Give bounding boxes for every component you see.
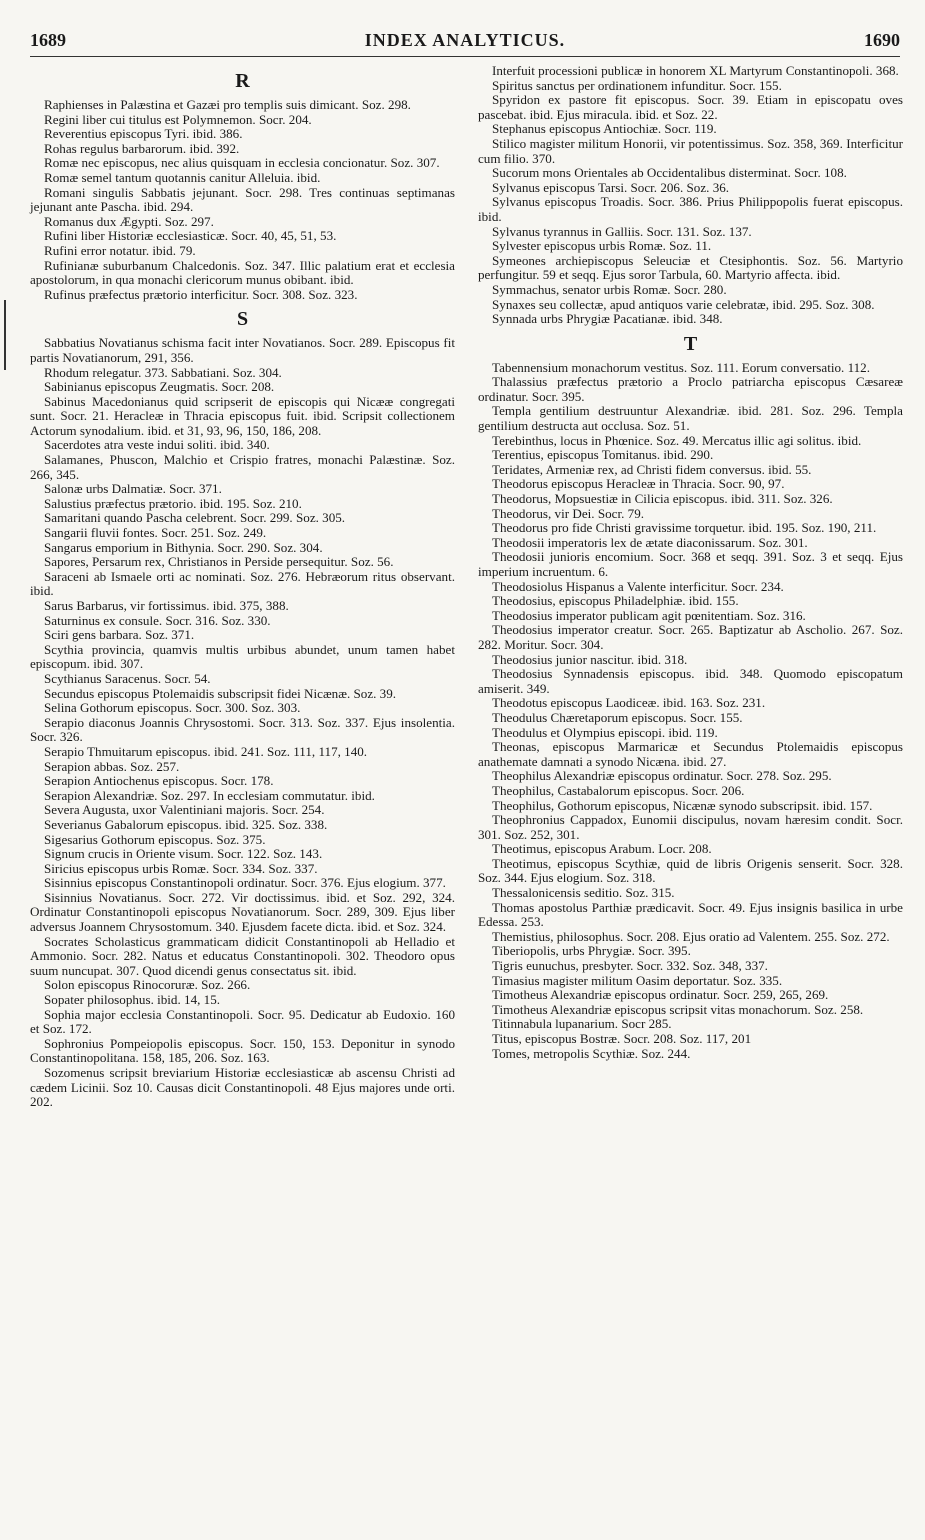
index-entry: Theodosius, episcopus Philadelphiæ. ibid. 155. (492, 593, 739, 609)
index-entry: Theodosius imperator publicam agit pœnitentiam. Soz. 316. (492, 607, 806, 623)
index-entry: Salustius præfectus prætorio. ibid. 195. Soz. 210. (44, 495, 302, 511)
index-entry: Sapores, Persarum rex, Christianos in Perside persequitur. Soz. 56. (44, 554, 394, 570)
index-entry: Siricius episcopus urbis Romæ. Socr. 334. Soz. 337. (44, 860, 318, 876)
index-entry: Saraceni ab Ismaele orti ac nominati. Soz. 276. Hebræorum ritus observant. ibid. (30, 568, 455, 599)
index-entry: Sabinianus episcopus Zeugmatis. Socr. 208. (44, 379, 275, 395)
index-entry: Sylvester episcopus urbis Romæ. Soz. 11. (492, 238, 712, 254)
index-entry: Secundus episcopus Ptolemaidis subscripsit fidei Nicænæ. Soz. 39. (44, 685, 397, 701)
index-entry: Theodosii imperatoris lex de ætate diaconissarum. Soz. 301. (492, 534, 808, 550)
index-entry: Templa gentilium destruuntur Alexandriæ. ibid. 281. Soz. 296. Templa gentilium destructa aut occlusa. Soz. 51. (478, 403, 903, 434)
index-entry: Sabbatius Novatianus schisma facit inter Novatianos. Socr. 289. Episcopus fit partis Novatianorum, 291, 356. (30, 335, 455, 365)
index-entry: Titus, episcopus Bostræ. Socr. 208. Soz. 117, 201 (492, 1031, 752, 1046)
index-entry: Theodosius imperator creatur. Socr. 265. Baptizatur ab Ascholio. 267. Soz. 282. Moritur. Socr. 304. (478, 622, 903, 652)
index-entry: Terebinthus, locus in Phœnice. Soz. 49. Mercatus illic agi solitus. ibid. (492, 432, 862, 448)
index-entry: Theonas, episcopus Marmaricæ et Secundus Ptolemaidis episcopus anathemate damnati a synodo Nicæna. ibid. 27. (478, 739, 903, 769)
index-entry: Sarus Barbarus, vir fortissimus. ibid. 375, 388. (44, 598, 289, 613)
index-entry: Sisinnius episcopus Constantinopoli ordinatur. Socr. 376. Ejus elogium. 377. (44, 875, 446, 891)
s-entries-continued (478, 64, 903, 327)
index-entry: Theophilus, Castabalorum episcopus. Socr. 206. (492, 782, 745, 798)
index-entry: Terentius, episcopus Tomitanus. ibid. 290. (492, 447, 714, 463)
page-number-left: 1689 (30, 30, 66, 50)
index-entry: Interfuit processioni publicæ in honorem XL Martyrum Constantinopoli. 368. (492, 63, 899, 78)
index-entry: Theophronius Cappadox, Eunomii discipulus, novam hæresim condit. Socr. 301. Soz. 252, 301. (478, 812, 903, 842)
index-entry: Theodorus, Mopsuestiæ in Cilicia episcopus. ibid. 311. Soz. 326. (492, 491, 833, 507)
index-entry: Salamanes, Phuscon, Malchio et Crispio fratres, monachi Palæstinæ. Soz. 266, 345. (30, 452, 455, 482)
index-entry: Signum crucis in Oriente visum. Socr. 122. Soz. 143. (44, 846, 323, 862)
index-entry: Serapion Alexandriæ. Soz. 297. In ecclesiam commutatur. ibid. (44, 787, 375, 803)
index-entry: Rufini error notatur. ibid. 79. (44, 242, 196, 258)
index-entry: Severa Augusta, uxor Valentiniani majoris. Socr. 254. (44, 802, 325, 818)
index-entry: Timotheus Alexandriæ episcopus ordinatur. Socr. 259, 265, 269. (492, 987, 829, 1003)
index-entry: Thomas apostolus Parthiæ prædicavit. Socr. 49. Ejus insignis basilica in urbe Edessa. 253. (478, 899, 903, 930)
index-entry: Theodorus episcopus Heracleæ in Thracia. Socr. 90, 97. (492, 476, 785, 492)
index-entry: Themistius, philosophus. Socr. 208. Ejus oratio ad Valentem. 255. Soz. 272. (492, 928, 890, 944)
index-entry: Saturninus ex consule. Socr. 316. Soz. 330. (44, 612, 271, 628)
index-entry: Theodulus et Olympius episcopi. ibid. 119. (492, 724, 718, 740)
index-entry: Romanus dux Ægypti. Soz. 297. (44, 213, 214, 229)
index-entry: Thessalonicensis seditio. Soz. 315. (492, 885, 675, 901)
index-entry: Serapio diaconus Joannis Chrysostomi. Socr. 313. Soz. 337. Ejus insolentia. Socr. 326. (30, 714, 455, 745)
index-entry: Tabennensium monachorum vestitus. Soz. 111. Eorum conversatio. 112. (492, 359, 871, 375)
index-entry: Solon episcopus Rinocoruræ. Soz. 266. (44, 977, 251, 993)
index-entry: Sabinus Macedonianus quid scripserit de episcopis qui Nicææ congregati sunt. Socr. 21. Heracleæ in Thracia episcopus fuit. ibid. Scripsit collectionem Actorum synodalium. ibid. et 31, 93, 96, 150, 186, 208. (30, 393, 455, 438)
index-entry: Sciri gens barbara. Soz. 371. (44, 627, 195, 643)
right-column (478, 64, 903, 1061)
running-title: INDEX ANALYTICUS. (364, 30, 566, 50)
index-entry: Raphienses in Palæstina et Gazæi pro templis suis dimicant. Soz. 298. (44, 97, 411, 112)
page-header (30, 30, 900, 56)
index-entry: Spiritus sanctus per ordinationem infunditur. Socr. 155. (492, 77, 782, 93)
index-entry: Theodulus Chæretaporum episcopus. Socr. 155. (492, 709, 743, 725)
index-entry: Sylvanus tyrannus in Galliis. Socr. 131. Soz. 137. (492, 223, 752, 239)
index-entry: Sozomenus scripsit breviarium Historiæ ecclesiasticæ ab ascensu Christi ad cædem Licinii. Soz 10. Causas dicit Constantinopoli. 48 Ejus majores unde orti. 202. (30, 1065, 455, 1110)
index-entry: Sylvanus episcopus Tarsi. Socr. 206. Soz. 36. (492, 179, 730, 195)
header-rule (30, 56, 900, 57)
index-entry: Scythianus Saracenus. Socr. 54. (44, 670, 211, 686)
section-heading-r: R (235, 70, 250, 92)
index-entry: Spyridon ex pastore fit episcopus. Socr. 39. Etiam in episcopatu oves pascebat. ibid. Ejus miracula. ibid. et Soz. 22. (478, 92, 903, 122)
index-entry: Rufinus præfectus prætorio interficitur. Socr. 308. Soz. 323. (44, 286, 358, 302)
index-entry: Rohas regulus barbarorum. ibid. 392. (44, 140, 240, 156)
s-entries (30, 336, 455, 1109)
index-entry: Sucorum mons Orientales ab Occidentalibus disterminat. Socr. 108. (492, 165, 847, 181)
index-entry: Sylvanus episcopus Troadis. Socr. 386. Prius Philippopolis fuerat episcopus. ibid. (478, 194, 903, 224)
index-entry: Theodorus pro fide Christi gravissime torquetur. ibid. 195. Soz. 190, 211. (492, 520, 877, 536)
index-entry: Teridates, Armeniæ rex, ad Christi fidem conversus. ibid. 55. (492, 461, 812, 477)
index-entry: Tiberiopolis, urbs Phrygiæ. Socr. 395. (492, 943, 691, 959)
index-entry: Rhodum relegatur. 373. Sabbatiani. Soz. 304. (44, 364, 282, 380)
index-entry: Theodorus, vir Dei. Socr. 79. (492, 505, 645, 521)
index-entry: Synaxes seu collectæ, apud antiquos varie celebratæ, ibid. 295. Soz. 308. (492, 296, 875, 312)
index-entry: Selina Gothorum episcopus. Socr. 300. Soz. 303. (44, 700, 301, 716)
index-entry: Romæ semel tantum quotannis canitur Alleluia. ibid. (44, 169, 321, 185)
index-entry: Serapion Antiochenus episcopus. Socr. 178. (44, 773, 274, 789)
index-entry: Sigesarius Gothorum episcopus. Soz. 375. (44, 831, 266, 847)
index-entry: Sophronius Pompeiopolis episcopus. Socr. 150, 153. Deponitur in synodo Constantinopolitana. 158, 185, 206. Soz. 163. (30, 1035, 455, 1066)
index-entry: Theodosii junioris encomium. Socr. 368 et seqq. 391. Soz. 3 et seqq. Ejus imperium incruentum. 6. (478, 549, 903, 579)
left-column (30, 64, 455, 1110)
index-entry: Symmachus, senator urbis Romæ. Socr. 280. (492, 281, 727, 297)
index-entry: Severianus Gabalorum episcopus. ibid. 325. Soz. 338. (44, 816, 328, 832)
index-entry: Synnada urbs Phrygiæ Pacatianæ. ibid. 348. (492, 311, 723, 327)
index-entry: Salonæ urbs Dalmatiæ. Socr. 371. (44, 481, 222, 497)
index-entry: Theotimus, episcopus Arabum. Locr. 208. (492, 841, 712, 857)
index-entry: Reverentius episcopus Tyri. ibid. 386. (44, 126, 243, 142)
r-entries (30, 98, 455, 302)
index-entry: Theotimus, episcopus Scythiæ, quid de libris Origenis senserit. Socr. 328. Soz. 344. Ejus elogium. Soz. 318. (478, 855, 903, 886)
index-entry: Symeones archiepiscopus Seleuciæ et Ctesiphontis. Soz. 56. Martyrio perfungitur. 59 et seqq. Ejus soror Tarbula, 60. Martyrio affecta. ibid. (478, 252, 903, 283)
index-entry: Sangarii fluvii fontes. Socr. 251. Soz. 249. (44, 525, 267, 541)
index-entry: Sangarus emporium in Bithynia. Socr. 290. Soz. 304. (44, 539, 323, 555)
index-entry: Theophilus, Gothorum episcopus, Nicænæ synodo subscripsit. ibid. 157. (492, 797, 873, 813)
index-entry: Tigris eunuchus, presbyter. Socr. 332. Soz. 348, 337. (492, 958, 768, 974)
t-entries (478, 361, 903, 1062)
margin-mark (4, 300, 6, 370)
index-entry: Theophilus Alexandriæ episcopus ordinatur. Socr. 278. Soz. 295. (492, 768, 832, 784)
index-entry: Thalassius præfectus prætorio a Proclo patriarcha episcopus Cæsareæ ordinatur. Socr. 395. (478, 374, 903, 404)
index-entry: Stephanus episcopus Antiochiæ. Socr. 119. (492, 121, 717, 137)
page-number-right: 1690 (864, 30, 900, 50)
index-entry: Sisinnius Novatianus. Socr. 272. Vir doctissimus. ibid. et Soz. 292, 324. Ordinatur Constantinopoli episcopus Novatianorum. Socr. 289, 309. Ejus liber adversus Joannem Chrysostomum. 340. Ejusdem facete dicta. ibid. et Soz. 324. (30, 889, 455, 935)
index-entry: Rufini liber Historiæ ecclesiasticæ. Socr. 40, 45, 51, 53. (44, 228, 337, 244)
index-entry: Timotheus Alexandriæ episcopus scripsit vitas monachorum. Soz. 258. (492, 1001, 864, 1017)
index-entry: Scythia provincia, quamvis multis urbibus abundet, unum tamen habet episcopum. ibid. 307. (30, 641, 455, 672)
index-entry: Serapion abbas. Soz. 257. (44, 758, 180, 774)
section-heading-t: T (683, 332, 698, 355)
section-heading-s: S (236, 308, 249, 331)
index-entry: Theodosiolus Hispanus a Valente interficitur. Socr. 234. (492, 578, 784, 594)
index-entry: Samaritani quando Pascha celebrent. Socr. 299. Soz. 305. (44, 510, 346, 526)
index-entry: Titinnabula lupanarium. Socr 285. (492, 1016, 672, 1032)
index-entry: Sophia major ecclesia Constantinopoli. Socr. 95. Dedicatur ab Eudoxio. 160 et Soz. 172. (30, 1006, 455, 1037)
index-entry: Theodosius Synnadensis episcopus. ibid. 348. Quomodo episcopatum amiserit. 349. (478, 666, 903, 696)
index-entry: Romæ nec episcopus, nec alius quisquam in ecclesia concionatur. Soz. 307. (44, 155, 440, 171)
index-entry: Theodotus episcopus Laodiceæ. ibid. 163. Soz. 231. (492, 695, 766, 711)
index-entry: Theodosius junior nascitur. ibid. 318. (492, 651, 688, 667)
index-entry: Sacerdotes atra veste indui soliti. ibid. 340. (44, 437, 270, 453)
index-entry: Sopater philosophus. ibid. 14, 15. (44, 992, 221, 1008)
index-entry: Romani singulis Sabbatis jejunant. Socr. 298. Tres continuas septimanas jejunant ante Pascha. ibid. 294. (30, 184, 455, 215)
index-entry: Stilico magister militum Honorii, vir potentissimus. Soz. 358, 369. Interficitur cum filio. 370. (478, 135, 903, 166)
index-entry: Socrates Scholasticus grammaticam didicit Constantinopoli ab Helladio et Ammonio. Socr. 282. Natus et educatus Constantinopoli. 302. Theodoro opus suum nuncupat. 307. Quod dicendi genus consectatus sit. ibid. (30, 933, 455, 978)
index-entry: Regini liber cui titulus est Polymnemon. Socr. 204. (44, 111, 312, 127)
index-entry: Timasius magister militum Oasim deportatur. Soz. 335. (492, 972, 783, 988)
index-entry: Tomes, metropolis Scythiæ. Soz. 244. (492, 1045, 691, 1061)
index-entry: Serapio Thmuitarum episcopus. ibid. 241. Soz. 111, 117, 140. (44, 743, 368, 759)
index-entry: Rufinianæ suburbanum Chalcedonis. Soz. 347. Illic palatium erat et ecclesia apostolorum, in qua monachi clericorum munus obibant. ibid. (30, 257, 455, 288)
